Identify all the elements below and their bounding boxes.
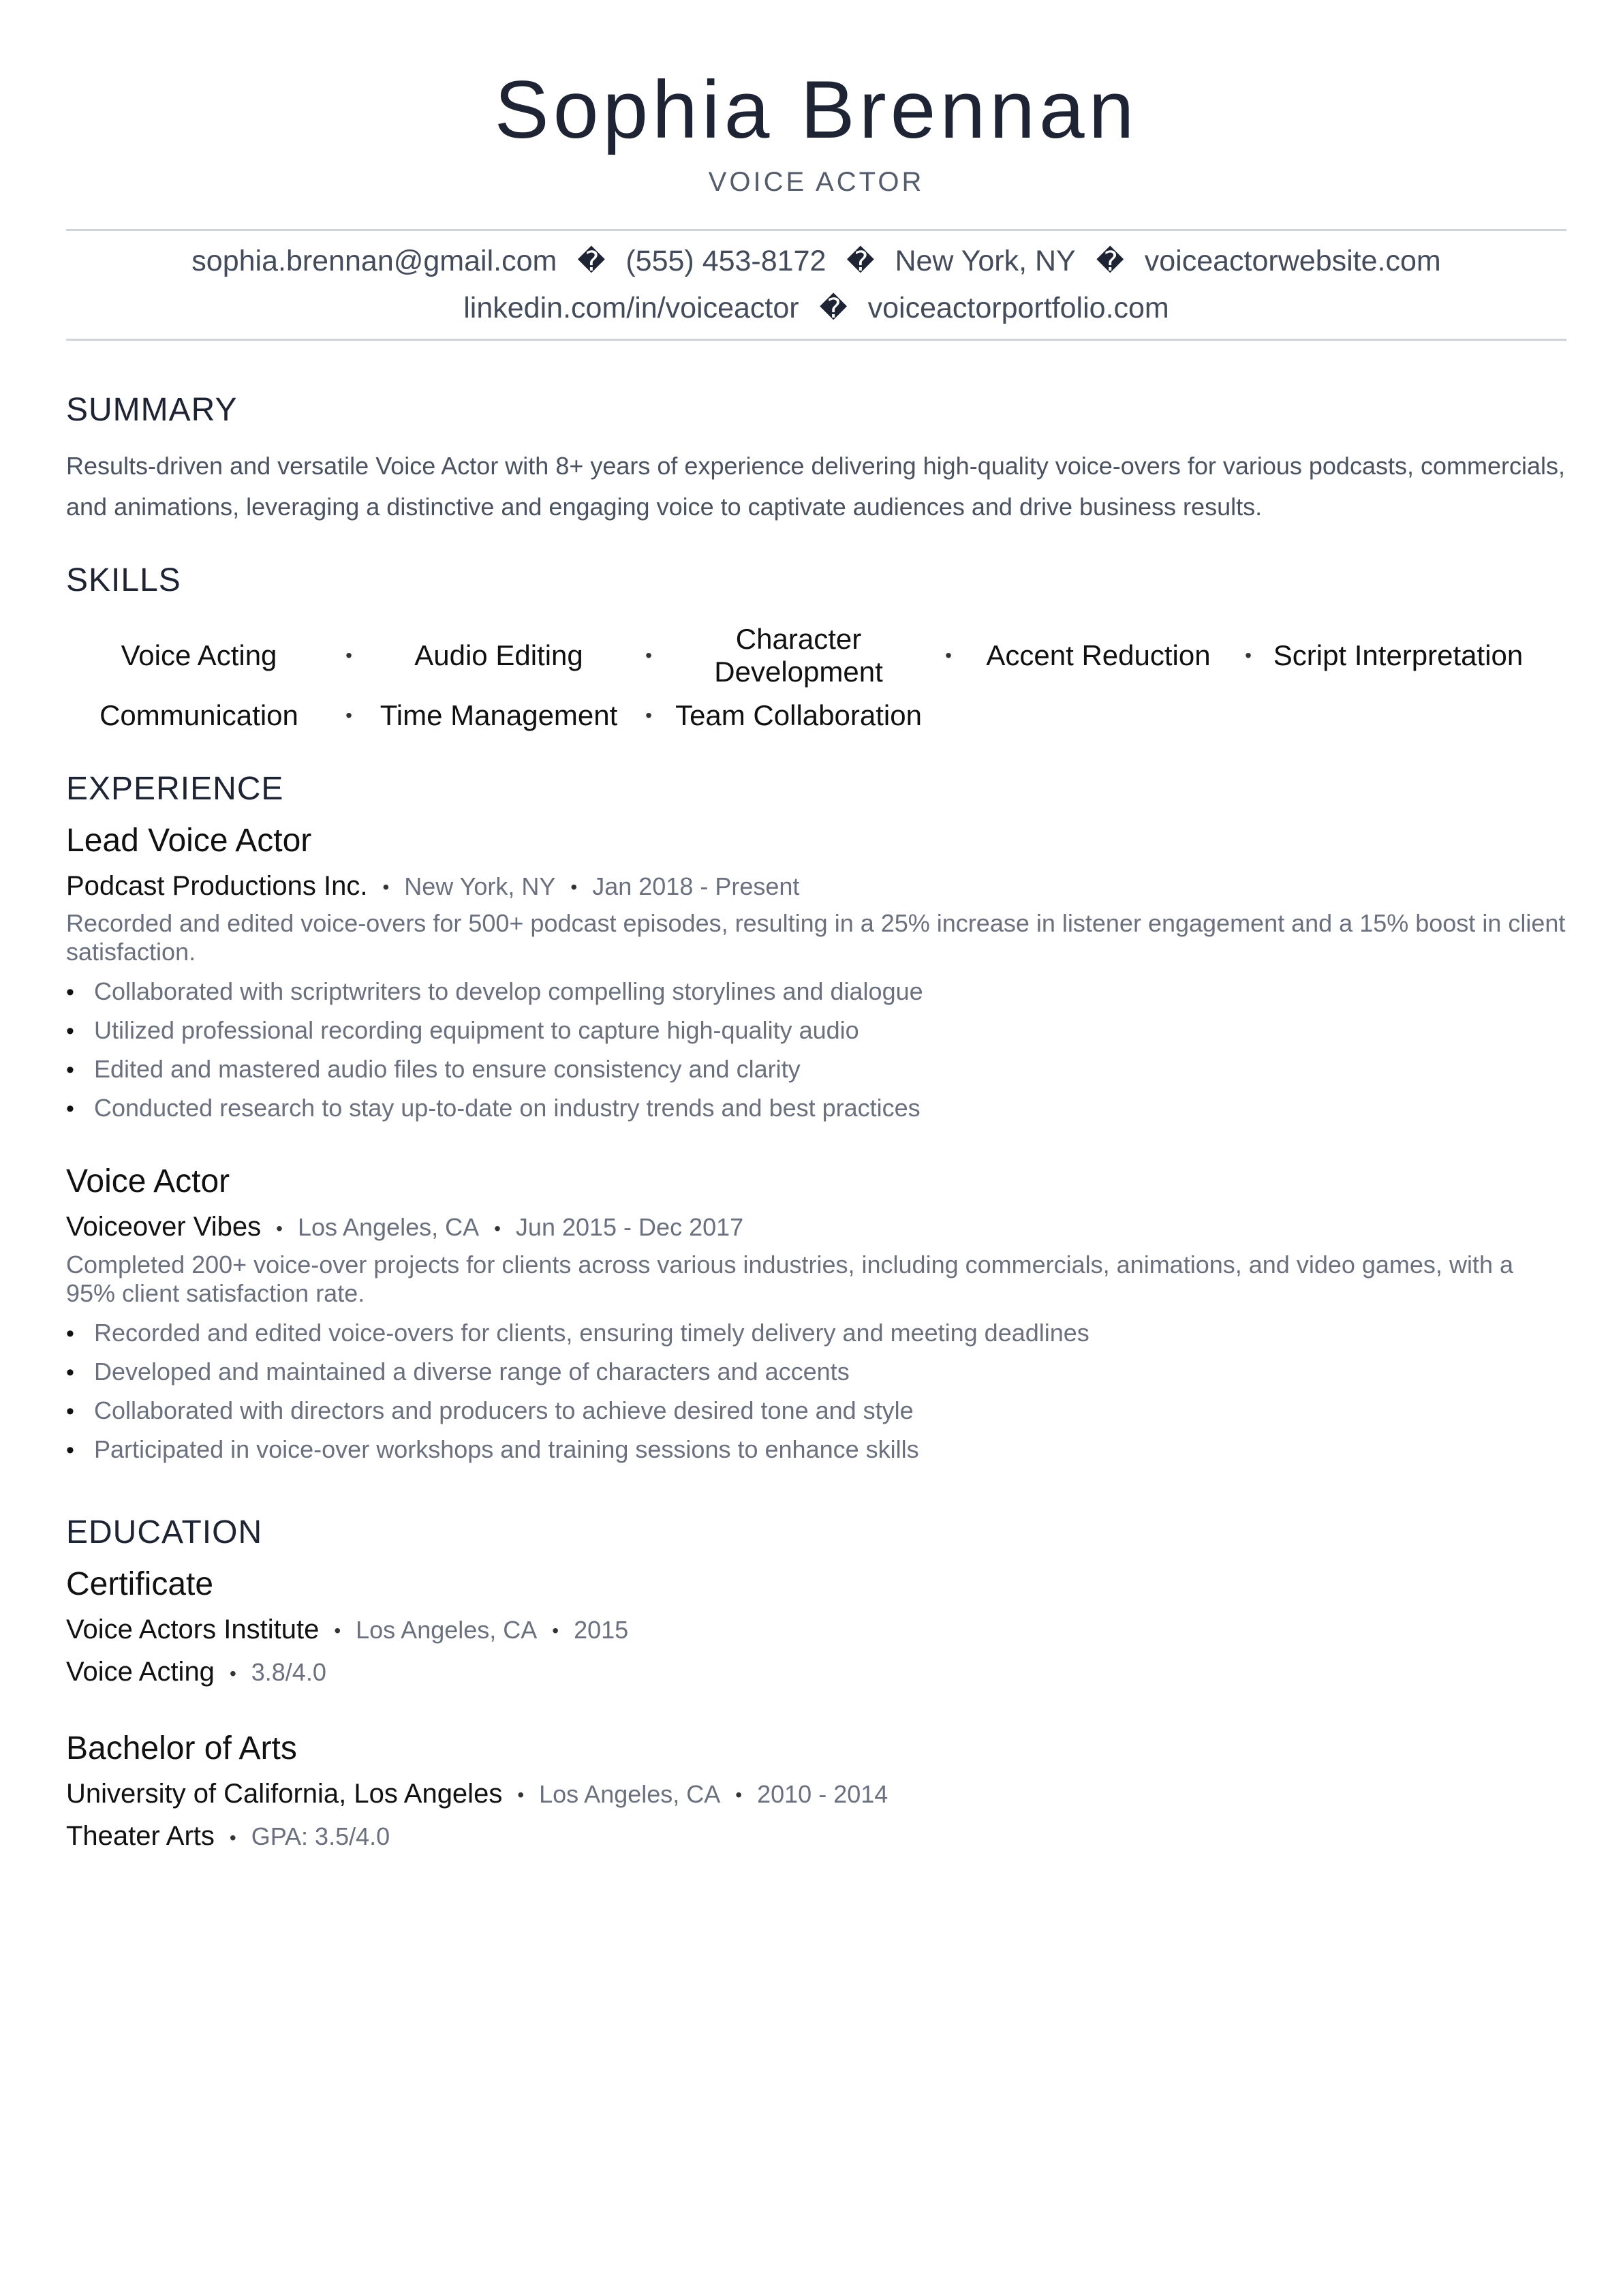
- bullet-dot-icon: •: [66, 1320, 74, 1347]
- list-item: [66, 1391, 1566, 1430]
- bullet-dot-icon: •: [494, 1217, 501, 1239]
- school-location: Los Angeles, CA: [539, 1779, 721, 1808]
- school-name: University of California, Los Angeles: [66, 1778, 503, 1809]
- candidate-name: Sophia Brennan: [494, 64, 1139, 155]
- resume-page: [66, 0, 1566, 1858]
- list-item: [66, 1352, 1566, 1391]
- list-item: [66, 1313, 1566, 1352]
- skill-item: Audio Editing: [414, 639, 583, 671]
- list-item: [66, 972, 1566, 1011]
- field-meta: [66, 1651, 1566, 1694]
- linkedin-link[interactable]: linkedin.com/in/voiceactor: [463, 292, 799, 324]
- bullet-text: Collaborated with scriptwriters to develop compelling storylines and dialogue: [94, 977, 923, 1006]
- job-bullets: [66, 1313, 1566, 1469]
- bullet-dot-icon: •: [66, 1057, 74, 1084]
- bullet-text: Collaborated with directors and producers to achieve desired tone and style: [94, 1396, 914, 1424]
- phone-link[interactable]: (555) 453-8172: [625, 245, 826, 277]
- skill-item: Time Management: [380, 699, 618, 731]
- bullet-dot-icon: •: [570, 876, 578, 898]
- education-heading: EDUCATION: [66, 1514, 263, 1550]
- bullet-text: Participated in voice-over workshops and training sessions to enhance skills: [94, 1435, 919, 1463]
- bullet-dot-icon: •: [66, 1398, 74, 1424]
- job-description: Completed 200+ voice-over projects for clients across various industries, including commercials, animations, and video games, with a 95% client satisfaction rate.: [66, 1250, 1513, 1307]
- separator-icon: �: [1096, 247, 1124, 277]
- location-text: New York, NY: [895, 245, 1076, 277]
- job-title: Lead Voice Actor: [66, 823, 312, 859]
- job-title: Voice Actor: [66, 1163, 230, 1200]
- bullet-dot-icon: •: [229, 1826, 236, 1848]
- bullet-dot-icon: •: [229, 1662, 236, 1684]
- bullet-dot-icon: •: [66, 979, 74, 1006]
- bullet-dot-icon: •: [645, 645, 652, 666]
- bullet-dot-icon: •: [276, 1217, 283, 1239]
- bullet-text: Edited and mastered audio files to ensure consistency and clarity: [94, 1055, 801, 1084]
- bullet-text: Developed and maintained a diverse range of characters and accents: [94, 1357, 850, 1386]
- bullet-dot-icon: •: [1245, 645, 1252, 666]
- bullet-dot-icon: •: [517, 1784, 525, 1806]
- summary-heading: SUMMARY: [66, 392, 238, 428]
- bullet-text: Recorded and edited voice-overs for clients, ensuring timely delivery and meeting deadlines: [94, 1318, 1089, 1347]
- education-entry: [66, 1564, 1566, 1694]
- separator-icon: �: [819, 294, 848, 324]
- job-role: VOICE ACTOR: [708, 167, 925, 197]
- degree-title: Bachelor of Arts: [66, 1730, 297, 1766]
- skill-item: Character Development: [714, 623, 883, 688]
- header-divider-bottom: [66, 339, 1566, 341]
- bullet-dot-icon: •: [66, 1359, 74, 1386]
- job-entry: [66, 821, 1566, 1127]
- skill-item: Communication: [99, 699, 298, 731]
- school-meta: [66, 1609, 1566, 1651]
- bullet-dot-icon: •: [735, 1784, 743, 1806]
- contact-row-2: [66, 285, 1566, 332]
- bullet-dot-icon: •: [66, 1096, 74, 1122]
- skills-row: [66, 622, 1566, 690]
- job-dates: Jan 2018 - Present: [592, 872, 800, 900]
- bullet-dot-icon: •: [334, 1620, 341, 1642]
- bullet-dot-icon: •: [945, 645, 952, 666]
- skill-item: Team Collaboration: [675, 699, 922, 731]
- job-entry: [66, 1161, 1566, 1468]
- email-link[interactable]: sophia.brennan@gmail.com: [191, 245, 557, 277]
- job-dates: Jun 2015 - Dec 2017: [515, 1213, 744, 1242]
- header-divider-top: [66, 229, 1566, 231]
- job-location: Los Angeles, CA: [297, 1213, 480, 1242]
- job-meta: [66, 1208, 1566, 1247]
- education-entry: [66, 1728, 1566, 1858]
- job-description: Recorded and edited voice-overs for 500+ podcast episodes, resulting in a 25% increase in listener engagement and a 15% boost in client satisfaction.: [66, 909, 1566, 966]
- school-location: Los Angeles, CA: [356, 1615, 538, 1644]
- portfolio-link[interactable]: voiceactorportfolio.com: [867, 292, 1169, 324]
- experience-heading: EXPERIENCE: [66, 771, 284, 807]
- list-item: [66, 1011, 1566, 1050]
- school-name: Voice Actors Institute: [66, 1614, 320, 1644]
- bullet-dot-icon: •: [382, 876, 390, 898]
- skills-row: [66, 691, 1566, 740]
- field-of-study: Voice Acting: [66, 1657, 215, 1687]
- bullet-dot-icon: •: [552, 1620, 559, 1642]
- list-item: [66, 1088, 1566, 1127]
- degree-title: Certificate: [66, 1565, 214, 1602]
- website-link[interactable]: voiceactorwebsite.com: [1144, 245, 1441, 277]
- list-item: [66, 1430, 1566, 1469]
- job-bullets: [66, 972, 1566, 1127]
- job-meta: [66, 867, 1566, 906]
- skills-list: [66, 622, 1566, 740]
- bullet-dot-icon: •: [66, 1437, 74, 1463]
- field-meta: [66, 1816, 1566, 1858]
- skill-item: Voice Acting: [121, 639, 277, 671]
- field-of-study: Theater Arts: [66, 1821, 215, 1852]
- company-name: Podcast Productions Inc.: [66, 871, 368, 901]
- bullet-dot-icon: •: [345, 645, 352, 666]
- company-name: Voiceover Vibes: [66, 1212, 262, 1242]
- bullet-dot-icon: •: [345, 705, 352, 726]
- school-dates: 2015: [574, 1615, 629, 1644]
- contact-row-1: [66, 238, 1566, 285]
- skill-item: Script Interpretation: [1273, 639, 1524, 671]
- grade-text: 3.8/4.0: [251, 1658, 326, 1687]
- bullet-text: Conducted research to stay up-to-date on industry trends and best practices: [94, 1094, 921, 1122]
- list-item: [66, 1050, 1566, 1088]
- summary-text: Results-driven and versatile Voice Actor with 8+ years of experience delivering high-quality voice-overs for various podcasts, commercials, and animations, leveraging a distinctive and engaging voice to captivate audiences and drive business results.: [66, 452, 1566, 521]
- bullet-text: Utilized professional recording equipment to capture high-quality audio: [94, 1016, 859, 1045]
- school-meta: [66, 1773, 1566, 1816]
- grade-text: GPA: 3.5/4.0: [251, 1822, 390, 1851]
- bullet-dot-icon: •: [66, 1018, 74, 1045]
- job-location: New York, NY: [404, 872, 556, 900]
- skill-item: Accent Reduction: [986, 639, 1211, 671]
- separator-icon: �: [846, 247, 875, 277]
- school-dates: 2010 - 2014: [757, 1779, 888, 1808]
- separator-icon: �: [577, 247, 606, 277]
- bullet-dot-icon: •: [645, 705, 652, 726]
- skills-heading: SKILLS: [66, 562, 181, 598]
